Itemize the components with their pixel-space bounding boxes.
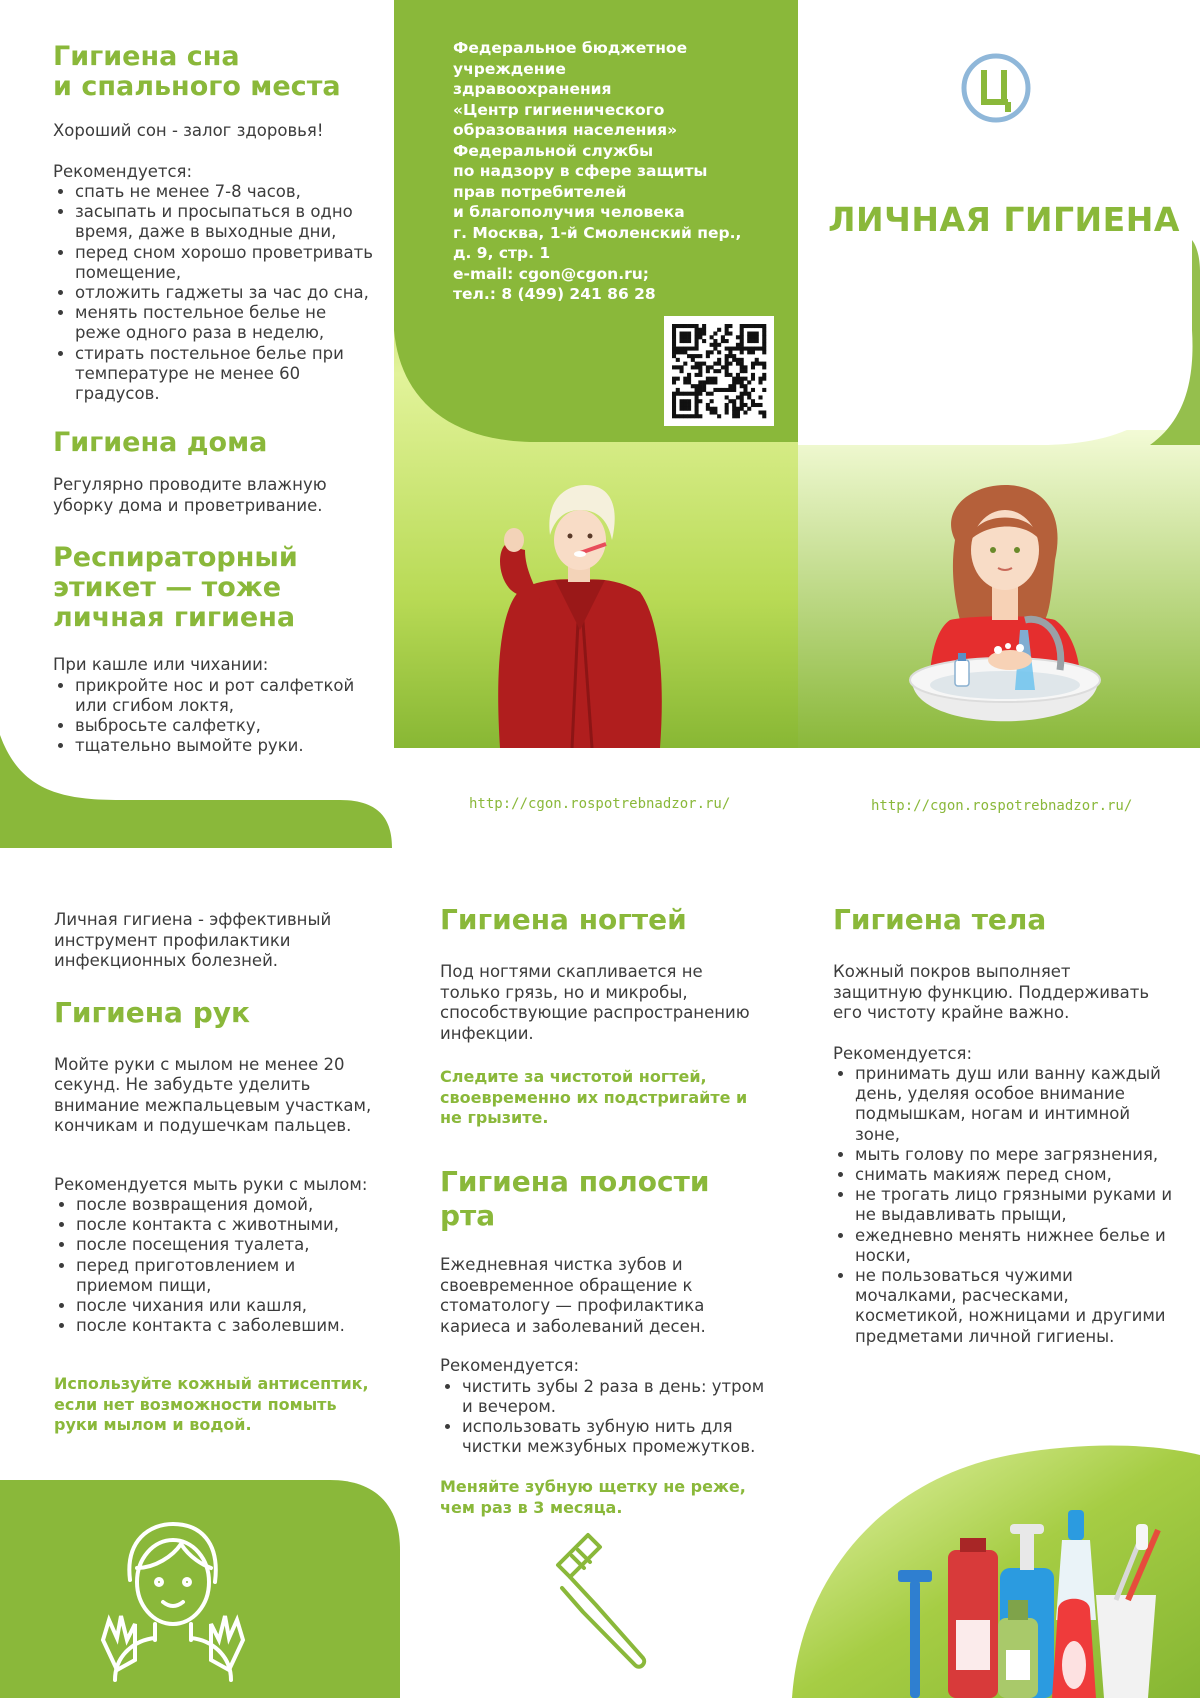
contact-phone: тел.: 8 (499) 241 86 28	[453, 285, 656, 303]
sleep-rec: Рекомендуется:	[53, 161, 193, 181]
list-item: • выбросьте салфетку,	[75, 716, 375, 736]
list-item: • после контакта с заболевшим.	[76, 1316, 376, 1336]
home-text: Регулярно проводите влажную уборку дома и проветривание.	[53, 475, 327, 515]
contact-line: прав потребителей	[453, 182, 627, 201]
mouth-list	[440, 1377, 772, 1458]
list-item: • мыть голову по мере загрязнения,	[855, 1145, 1175, 1165]
girl-hands-outline-icon	[95, 1520, 250, 1685]
sleep-section	[53, 42, 373, 404]
list-item: • прикройте нос и рот салфеткой или сгибом локтя,	[75, 676, 375, 716]
sleep-list	[53, 182, 375, 404]
hands-title: Гигиена рук	[54, 995, 250, 1029]
list-item: • после контакта с животными,	[76, 1215, 376, 1235]
list-item: • тщательно вымойте руки.	[75, 736, 375, 756]
list-item: • стирать постельное белье при температуре не менее 60 градусов.	[75, 344, 375, 405]
hands-rec: Рекомендуется мыть руки с мылом:	[54, 1174, 368, 1194]
hands-text: Мойте руки с мылом не менее 20 секунд. Не забудьте уделить внимание межпальцевым участкам, кончикам и подушечкам пальцев.	[54, 1054, 372, 1135]
body-title: Гигиена тела	[833, 903, 1047, 936]
resp-list	[53, 676, 375, 757]
list-item: • отложить гаджеты за час до сна,	[75, 283, 375, 303]
mouth-tip: Меняйте зубную щетку не реже, чем раз в 3 месяца.	[440, 1477, 746, 1517]
home-title: Гигиена дома	[53, 427, 268, 458]
hands-section	[54, 910, 374, 1436]
list-item: • перед сном хорошо проветривать помещение,	[75, 243, 375, 283]
mouth-section	[440, 1165, 765, 1518]
body-text: Кожный покров выполняет защитную функцию. Поддерживать его чистоту крайне важно.	[833, 962, 1150, 1022]
resp-section	[53, 543, 373, 756]
cgon-logo-icon	[960, 52, 1032, 124]
list-item: • после чихания или кашля,	[76, 1296, 376, 1316]
sleep-lead: Хороший сон - залог здоровья!	[53, 121, 324, 140]
resp-title: Респираторный этикет — тоже личная гигиена	[53, 542, 298, 633]
nails-section	[440, 905, 765, 1129]
nails-title: Гигиена ногтей	[440, 903, 687, 936]
list-item: • использовать зубную нить для чистки межзубных промежутков.	[462, 1417, 772, 1457]
list-item: • ежедневно менять нижнее белье и носки,	[855, 1226, 1175, 1266]
contact-line: «Центр гигиенического	[453, 100, 665, 119]
body-list	[833, 1064, 1175, 1347]
nails-text: Под ногтями скапливается не только грязь, но и микробы, способствующие распространению инфекции.	[440, 962, 750, 1043]
contact-line: Федеральной службы	[453, 141, 654, 160]
list-item: • перед приготовлением и приемом пищи,	[76, 1256, 376, 1296]
body-section	[833, 903, 1173, 1347]
contact-line: г. Москва, 1-й Смоленский пер.,	[453, 223, 742, 242]
qr-code-icon[interactable]	[664, 316, 774, 426]
contact-line: здравоохранения	[453, 80, 612, 98]
home-section	[53, 428, 373, 516]
toothbrush-outline-icon	[548, 1530, 658, 1670]
website-link-middle[interactable]: http://cgon.rospotrebnadzor.ru/	[469, 796, 731, 812]
contact-line: по надзору в сфере защиты	[453, 162, 708, 180]
website-link-right[interactable]: http://cgon.rospotrebnadzor.ru/	[871, 798, 1133, 814]
hands-tip: Используйте кожный антисептик, если нет возможности помыть руки мылом и водой.	[54, 1374, 369, 1435]
hands-intro: Личная гигиена - эффективный инструмент профилактики инфекционных болезней.	[54, 910, 332, 970]
mouth-text: Ежедневная чистка зубов и своевременное обращение к стоматологу — профилактика кариеса и заболеваний десен.	[440, 1255, 706, 1336]
list-item: • менять постельное белье не реже одного раза в неделю,	[75, 303, 375, 343]
list-item: • снимать макияж перед сном,	[855, 1165, 1175, 1185]
mouth-rec: Рекомендуется:	[440, 1356, 580, 1375]
list-item: • засыпать и просыпаться в одно время, даже в выходные дни,	[75, 202, 375, 242]
list-item: • принимать душ или ванну каждый день, уделяя особое внимание подмышкам, ногам и интимной зоне,	[855, 1064, 1175, 1145]
contacts-block	[453, 38, 773, 305]
page-title: ЛИЧНАЯ ГИГИЕНА	[828, 200, 1180, 239]
sleep-title: Гигиена сна и спального места	[53, 41, 341, 102]
contact-line: и благополучия человека	[453, 203, 685, 221]
list-item: • не пользоваться чужими мочалками, расческами, косметикой, ножницами и другими предметами личной гигиены.	[855, 1266, 1175, 1347]
contact-email[interactable]: e-mail: cgon@cgon.ru;	[453, 264, 649, 283]
contact-line: учреждение	[453, 59, 566, 78]
list-item: • спать не менее 7-8 часов,	[75, 182, 375, 202]
resp-lead: При кашле или чихании:	[53, 655, 269, 674]
contact-line: образования населения»	[453, 121, 678, 139]
contact-line: Федеральное бюджетное	[453, 39, 688, 57]
qr-code-graphic	[664, 316, 774, 426]
mouth-title: Гигиена полости рта	[440, 1165, 710, 1232]
girl-brushing-teeth-illustration	[480, 480, 680, 748]
list-item: • после посещения туалета,	[76, 1235, 376, 1255]
contact-line: д. 9, стр. 1	[453, 244, 551, 262]
nails-tip: Следите за чистотой ногтей, своевременно их подстригайте и не грызите.	[440, 1067, 748, 1127]
list-item: • не трогать лицо грязными руками и не выдавливать прыщи,	[855, 1185, 1175, 1225]
hands-list	[54, 1195, 376, 1336]
toiletries-illustration	[890, 1500, 1170, 1698]
girl-washing-hands-illustration	[900, 480, 1120, 748]
body-rec: Рекомендуется:	[833, 1043, 973, 1063]
list-item: • после возвращения домой,	[76, 1195, 376, 1215]
list-item: • чистить зубы 2 раза в день: утром и вечером.	[462, 1377, 772, 1417]
